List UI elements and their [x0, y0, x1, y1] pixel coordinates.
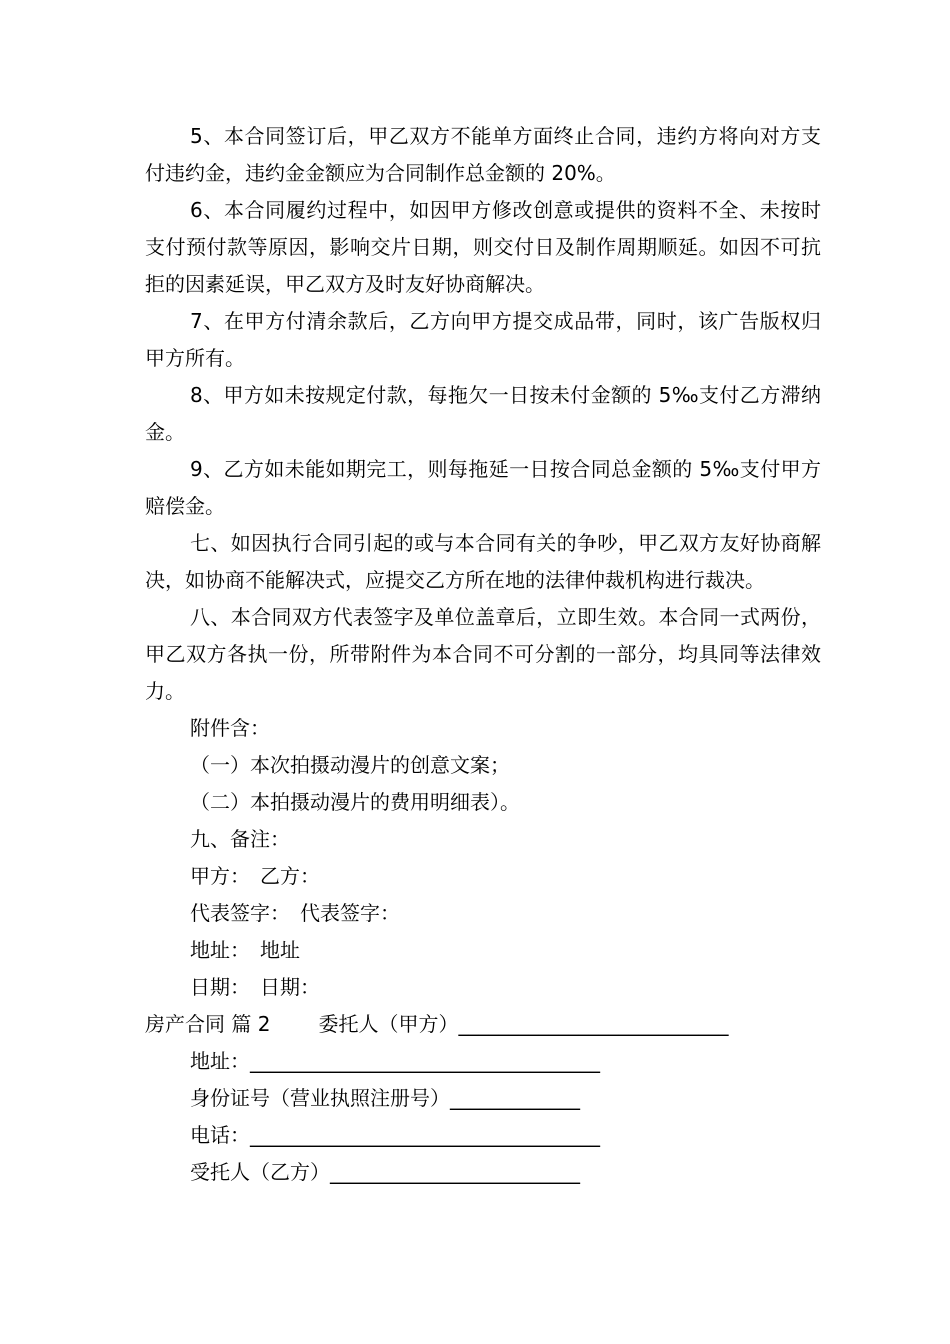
clause-8: 8、甲方如未按规定付款，每拖欠一日按未付金额的 5‰支付乙方滞纳金。: [145, 383, 821, 444]
date-a-label: 日期：: [190, 975, 250, 999]
party-b-label: 乙方：: [260, 864, 320, 888]
principal-field: 委托人（甲方）___________________________: [318, 1012, 729, 1036]
agent-field: 受托人（乙方）_________________________: [190, 1160, 580, 1184]
document-page: [145, 118, 821, 1191]
addr-a-label: 地址：: [190, 938, 250, 962]
signature-parties: [145, 858, 821, 895]
section-8: 八、本合同双方代表签字及单位盖章后，立即生效。本合同一式两份，甲乙双方各执一份，所带附件为本合同不可分割的一部分，均具同等法律效力。: [145, 605, 821, 703]
addr-b-label: 地址: [260, 938, 300, 962]
address-field: 地址：___________________________________: [190, 1049, 600, 1073]
date-b-label: 日期：: [260, 975, 320, 999]
section-7: 七、如因执行合同引起的或与本合同有关的争吵，甲乙双方友好协商解决，如协商不能解决式，应提交乙方所在地的法律仲裁机构进行裁决。: [145, 531, 821, 592]
attachment-item-1: （一）本次拍摄动漫片的创意文案；: [190, 753, 510, 777]
contract-2-header: [145, 1006, 821, 1043]
signature-representatives: [145, 895, 821, 932]
attachments-heading: 附件含：: [190, 716, 270, 740]
attachment-item-2: （二）本拍摄动漫片的费用明细表）。: [190, 790, 520, 814]
rep-a-label: 代表签字：: [190, 901, 290, 925]
id-number-field: 身份证号（营业执照注册号）_____________: [190, 1086, 580, 1110]
clause-7: 7、在甲方付清余款后，乙方向甲方提交成品带，同时，该广告版权归甲方所有。: [145, 309, 821, 370]
phone-field: 电话：___________________________________: [190, 1123, 600, 1147]
rep-b-label: 代表签字：: [300, 901, 400, 925]
clause-5: 5、本合同签订后，甲乙双方不能单方面终止合同，违约方将向对方支付违约金，违约金金额应为合同制作总金额的 20%。: [145, 124, 821, 185]
signature-dates: [145, 969, 821, 1006]
party-a-label: 甲方：: [190, 864, 250, 888]
remarks-heading: 九、备注：: [190, 827, 290, 851]
signature-addresses: [145, 932, 821, 969]
contract-2-title: 房产合同 篇 2: [145, 1012, 271, 1036]
clause-6: 6、本合同履约过程中，如因甲方修改创意或提供的资料不全、未按时支付预付款等原因，影响交片日期，则交付日及制作周期顺延。如因不可抗拒的因素延误，甲乙双方及时友好协商解决。: [145, 198, 821, 296]
clause-9: 9、乙方如未能如期完工，则每拖延一日按合同总金额的 5‰支付甲方赔偿金。: [145, 457, 821, 518]
